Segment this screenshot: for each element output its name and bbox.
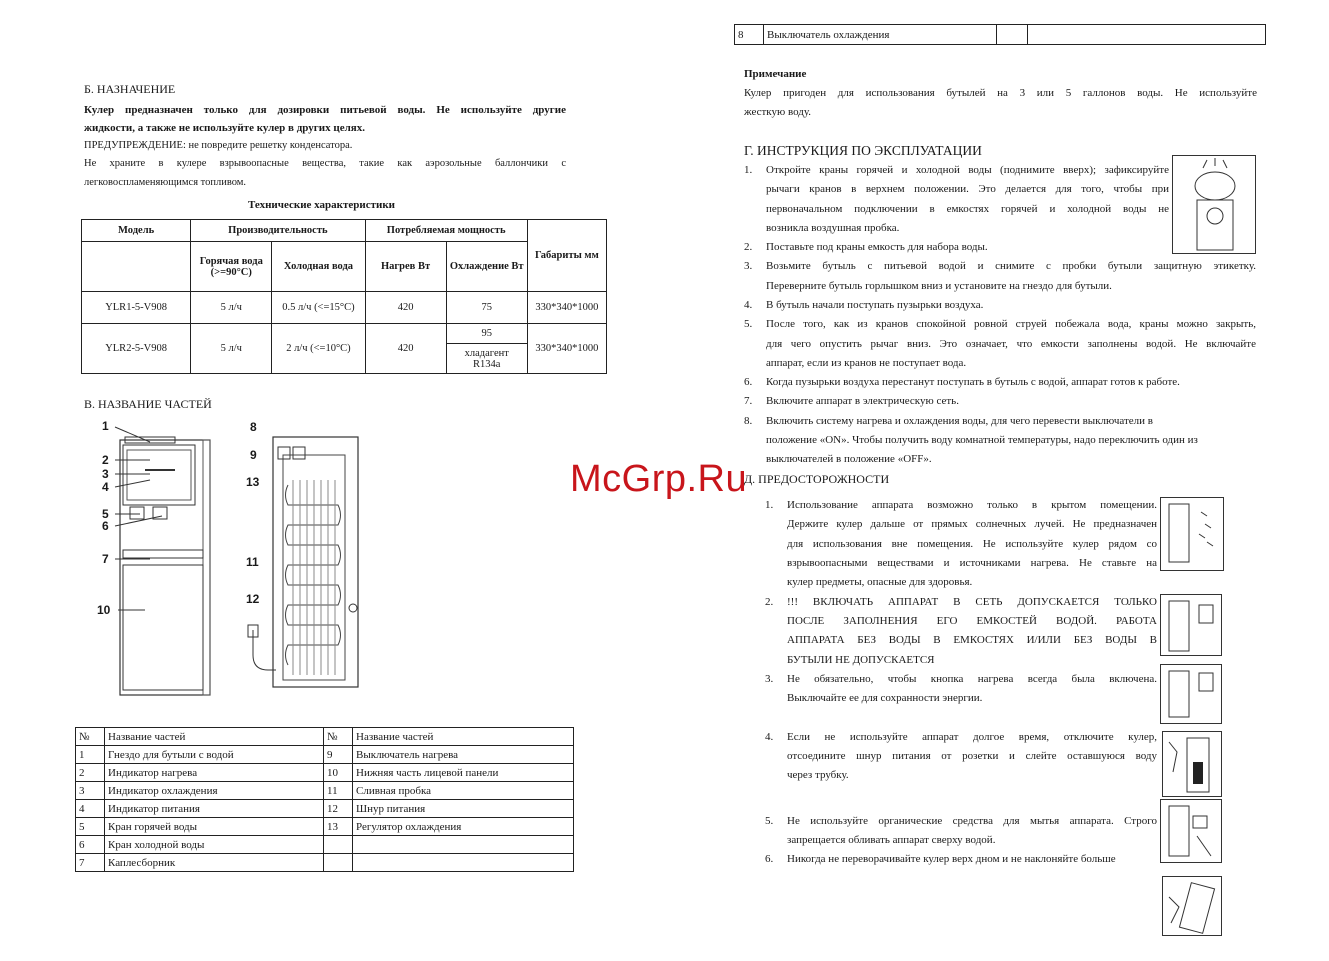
- instr-8-a: Включить систему нагрева и охлаждения воды, для чего перевести выключатели в: [766, 415, 1153, 427]
- prec-3-b: Выключайте ее для сохранности энергии.: [787, 692, 983, 704]
- callout-11: 11: [246, 555, 259, 569]
- instr-3-a: Возьмите бутыль с питьевой водой и снимите с пробки бутыли защитную этикетку.: [766, 260, 1256, 272]
- spec-r2-refrigerant: хладагент R134a: [446, 344, 527, 374]
- note-text-1: Кулер пригоден для использования бутылей на 3 или 5 галлонов воды. Не используйте: [744, 87, 1257, 99]
- prec-2-d: БУТЫЛИ НЕ ДОПУСКАЕТСЯ: [787, 654, 935, 666]
- callout-1: 1: [102, 419, 109, 433]
- parts-table-continued: [734, 24, 1266, 45]
- instr-5-b: для чего опустить рычаг вниз. Это означает, что емкости заполнены водой. Не включайте: [766, 338, 1256, 350]
- prec-3-a: Не обязательно, чтобы кнопка нагрева всегда была включена.: [787, 673, 1157, 685]
- part-no: 9: [324, 746, 353, 764]
- prec-num-2: 2.: [765, 596, 774, 608]
- instr-1-b: рычаги кранов в верхнем положении. Это делается для того, чтобы при: [766, 183, 1169, 195]
- part-name: Индикатор нагрева: [105, 764, 324, 782]
- callout-2: 2: [102, 453, 109, 467]
- instructions-heading: Г. ИНСТРУКЦИЯ ПО ЭКСПЛУАТАЦИИ: [744, 143, 982, 158]
- purpose-text-2: жидкости, а также не используйте кулер в других целях.: [84, 122, 365, 134]
- prec-num-1: 1.: [765, 499, 774, 511]
- spec-title: Технические характеристики: [248, 199, 396, 211]
- prec-num-5: 5.: [765, 815, 774, 827]
- prec-num-6: 6.: [765, 853, 774, 865]
- part-no: [324, 854, 353, 872]
- spec-h-dims: Габариты мм: [527, 220, 606, 292]
- parts-heading: В. НАЗВАНИЕ ЧАСТЕЙ: [84, 397, 212, 411]
- spec-r1-cool: 75: [446, 292, 527, 324]
- table-row: [76, 746, 574, 764]
- callout-9: 9: [250, 448, 257, 462]
- part-name: Каплесборник: [105, 854, 324, 872]
- sun-warning-illustration: [1160, 497, 1224, 571]
- parts-h-name: Название частей: [105, 728, 324, 746]
- instr-num-2: 2.: [744, 241, 753, 253]
- instr-num-8: 8.: [744, 415, 753, 427]
- part-no: 4: [76, 800, 105, 818]
- prec-5-a: Не используйте органические средства для мытья аппарата. Строго: [787, 815, 1157, 827]
- spec-r2-cold: 2 л/ч (<=10°С): [272, 324, 365, 374]
- prec-1-a: Использование аппарата возможно только в крытом помещении.: [787, 499, 1157, 511]
- part-name: Индикатор охлаждения: [105, 782, 324, 800]
- instr-num-3: 3.: [744, 260, 753, 272]
- part-name: Индикатор питания: [105, 800, 324, 818]
- water-bottle-illustration: [1172, 155, 1256, 254]
- instr-1-d: возникла воздушная пробка.: [766, 222, 900, 234]
- part-no: [324, 836, 353, 854]
- spec-r1-model: YLR1-5-V908: [82, 292, 191, 324]
- spec-h-hot: Горячая вода (>=90°С): [191, 242, 272, 292]
- instr-7-a: Включите аппарат в электрическую сеть.: [766, 395, 959, 407]
- warning-text: ПРЕДУПРЕЖДЕНИЕ: не повредите решетку конденсатора.: [84, 140, 353, 151]
- callout-8: 8: [250, 420, 257, 434]
- spec-r2-model: YLR2-5-V908: [82, 324, 191, 374]
- part-name: Гнездо для бутыли с водой: [105, 746, 324, 764]
- part-name: Шнур питания: [353, 800, 574, 818]
- prec-5-b: запрещается обливать аппарат сверху водой.: [787, 834, 996, 846]
- spec-r2-cool: 95: [446, 324, 527, 344]
- callout-10: 10: [97, 603, 111, 617]
- note-text-2: жесткую воду.: [744, 106, 812, 118]
- part-name: [353, 836, 574, 854]
- callout-5: 5: [102, 507, 109, 521]
- part-name: Регулятор охлаждения: [353, 818, 574, 836]
- cleaning-illustration: [1160, 799, 1222, 863]
- part-name: Выключатель охлаждения: [764, 25, 997, 45]
- watermark: McGrp.Ru: [570, 458, 748, 500]
- part-no: 6: [76, 836, 105, 854]
- storage-text-1: Не храните в кулере взрывоопасные вещества, такие как аэрозольные баллончики с: [84, 158, 566, 169]
- parts-h-name-2: Название частей: [353, 728, 574, 746]
- prec-2-c: АППАРАТА БЕЗ ВОДЫ В ЕМКОСТЯХ И/ИЛИ БЕЗ ВОДЫ В: [787, 634, 1157, 646]
- callout-12: 12: [246, 592, 260, 606]
- spec-r2-dims: 330*340*1000: [527, 324, 606, 374]
- spec-h-cool: Охлаждение Вт: [446, 242, 527, 292]
- part-name: Нижняя часть лицевой панели: [353, 764, 574, 782]
- instr-num-5: 5.: [744, 318, 753, 330]
- prec-2-a: !!! ВКЛЮЧАТЬ АППАРАТ В СЕТЬ ДОПУСКАЕТСЯ ТОЛЬКО: [787, 596, 1157, 608]
- spec-r1-cold: 0.5 л/ч (<=15°С): [272, 292, 365, 324]
- instr-8-b: положение «ON». Чтобы получить воду комнатной температуры, надо переключить один из: [766, 434, 1198, 446]
- callout-13: 13: [246, 475, 260, 489]
- instr-num-7: 7.: [744, 395, 753, 407]
- table-row: [76, 782, 574, 800]
- spec-h-heat: Нагрев Вт: [365, 242, 446, 292]
- instr-num-1: 1.: [744, 164, 753, 176]
- table-row: [76, 836, 574, 854]
- prec-4-c: через трубку.: [787, 769, 849, 781]
- part-name: Кран горячей воды: [105, 818, 324, 836]
- prec-1-e: кулер предметы, опасные для здоровья.: [787, 576, 973, 588]
- instr-6-a: Когда пузырьки воздуха перестанут поступать в бутыль с водой, аппарат готов к работе.: [766, 376, 1180, 388]
- callout-6: 6: [102, 519, 109, 533]
- part-no: 3: [76, 782, 105, 800]
- spec-h-perf: Производительность: [191, 220, 365, 242]
- spec-h-cold: Холодная вода: [272, 242, 365, 292]
- part-no: 11: [324, 782, 353, 800]
- instr-3-b: Переверните бутыль горлышком вниз и установите на гнездо для бутыли.: [766, 280, 1112, 292]
- spec-r1-hot: 5 л/ч: [191, 292, 272, 324]
- table-row: [76, 764, 574, 782]
- parts-table: [75, 727, 574, 872]
- part-no: 1: [76, 746, 105, 764]
- switch-illustration: [1160, 664, 1222, 724]
- part-no: 2: [76, 764, 105, 782]
- instr-num-6: 6.: [744, 376, 753, 388]
- prec-4-a: Если не используйте аппарат долгое время, отключите кулер,: [787, 731, 1157, 743]
- parts-h-no-2: №: [324, 728, 353, 746]
- instr-2-a: Поставьте под краны емкость для набора воды.: [766, 241, 988, 253]
- precautions-heading: Д. ПРЕДОСТОРОЖНОСТИ: [744, 472, 890, 486]
- part-name: Кран холодной воды: [105, 836, 324, 854]
- part-no: 12: [324, 800, 353, 818]
- prec-6-a: Никогда не переворачивайте кулер верх дном и не наклоняйте больше: [787, 853, 1116, 865]
- prec-1-b: Держите кулер дальше от прямых солнечных лучей. Не предназначен: [787, 518, 1157, 530]
- prec-1-c: для использования вне помещения. Не используйте кулер рядом со: [787, 538, 1157, 550]
- spec-r1-dims: 330*340*1000: [527, 292, 606, 324]
- part-no: 7: [76, 854, 105, 872]
- part-name: Выключатель нагрева: [353, 746, 574, 764]
- socket-illustration: [1160, 594, 1222, 656]
- part-no: 8: [735, 25, 764, 45]
- spec-r2-heat: 420: [365, 324, 446, 374]
- instr-1-c: первоначальном подключении в емкостях горячей и холодной воды не: [766, 203, 1169, 215]
- instr-1-a: Откройте краны горячей и холодной воды (поднимите вверх); зафиксируйте: [766, 164, 1169, 176]
- spec-r2-hot: 5 л/ч: [191, 324, 272, 374]
- prec-1-d: взрывоопасными веществами и источниками нагрева. Не ставьте на: [787, 557, 1157, 569]
- prec-2-b: ПОСЛЕ ЗАПОЛНЕНИЯ ЕГО ЕМКОСТЕЙ ВОДОЙ. РАБОТА: [787, 615, 1157, 627]
- parts-h-no: №: [76, 728, 105, 746]
- purpose-text-1: Кулер предназначен только для дозировки питьевой воды. Не используйте другие: [84, 104, 566, 116]
- note-heading: Примечание: [744, 68, 807, 80]
- prec-num-4: 4.: [765, 731, 774, 743]
- instr-4-a: В бутыль начали поступать пузырьки воздуха.: [766, 299, 984, 311]
- drain-illustration: [1162, 731, 1222, 797]
- prec-4-b: отсоедините шнур питания от розетки и слейте оставшуюся воду: [787, 750, 1157, 762]
- callout-4: 4: [102, 480, 109, 494]
- purpose-heading: Б. НАЗНАЧЕНИЕ: [84, 82, 176, 96]
- instr-num-4: 4.: [744, 299, 753, 311]
- instr-5-a: После того, как из кранов спокойной ровной струей побежала вода, краны можно закрыть,: [766, 318, 1256, 330]
- storage-text-2: легковоспламеняющимся топливом.: [84, 177, 247, 188]
- part-name: [353, 854, 574, 872]
- spec-r1-heat: 420: [365, 292, 446, 324]
- table-row: [76, 800, 574, 818]
- instr-5-c: аппарат, если из кранов не поступает вода.: [766, 357, 967, 369]
- tilt-warning-illustration: [1162, 876, 1222, 936]
- part-no: 10: [324, 764, 353, 782]
- spec-table: [81, 219, 607, 374]
- prec-num-3: 3.: [765, 673, 774, 685]
- callout-7: 7: [102, 552, 109, 566]
- part-name: Сливная пробка: [353, 782, 574, 800]
- spec-h-power: Потребляемая мощность: [365, 220, 527, 242]
- table-row: [76, 818, 574, 836]
- part-no: 5: [76, 818, 105, 836]
- spec-h-model: Модель: [82, 220, 191, 242]
- part-no: 13: [324, 818, 353, 836]
- table-row: [735, 25, 1266, 45]
- table-row: [76, 854, 574, 872]
- instr-8-c: выключателей в положение «OFF».: [766, 453, 932, 465]
- callout-3: 3: [102, 467, 109, 481]
